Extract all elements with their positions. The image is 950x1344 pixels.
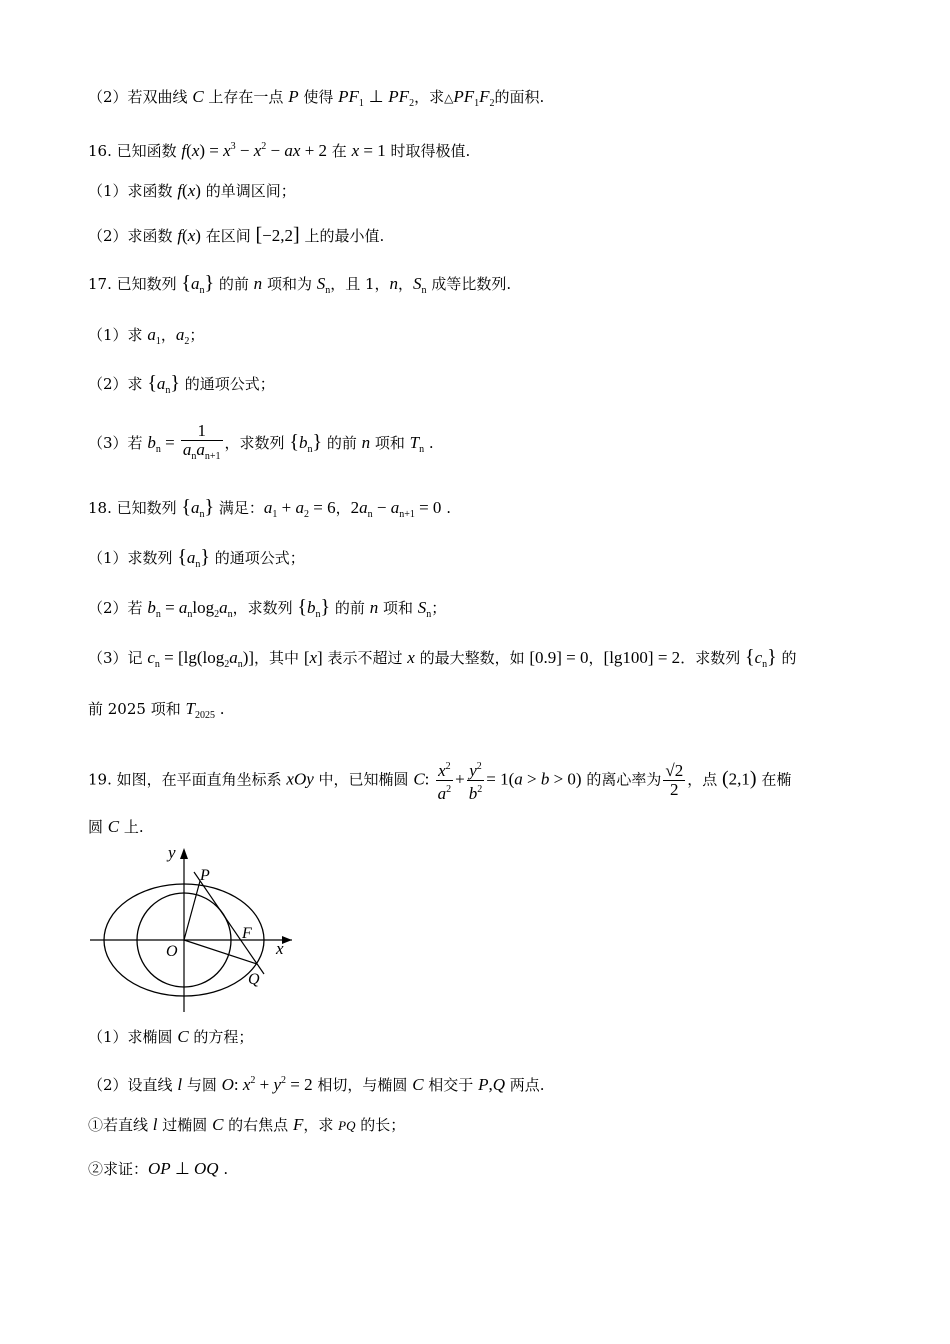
- y-axis-arrow: [180, 848, 188, 859]
- segment-oq: [184, 940, 257, 964]
- label-f: F: [242, 925, 252, 942]
- question-18-stem: 18. 已知数列 $\{a_n\}$ 满足：$a_1 + a_2 = 6$，$2a_n - a_{n+1} = 0$ .: [88, 496, 451, 520]
- label-q: Q: [248, 971, 260, 988]
- question-18-part-2: （2）若 $b_n = a_n\log_2a_n$，求数列 $\{b_n\}$ 的前 n 项和 $S_n$；: [88, 596, 447, 620]
- question-17-part-3: （3）若 $b_n$ = $\frac{1}{a_na_{n+1}}$ ，求数列 $\{b_n\}$ 的前 n 项和 $T_n$ .: [88, 421, 434, 462]
- question-16-stem: 16. 已知函数 $f(x) = x^3 - x^2$ − ax + 2 在 x = 1 时取得极值.: [88, 141, 471, 160]
- ellipse-circle-figure: [86, 842, 306, 1018]
- question-19-part-2b: ②求证：OP ⊥ OQ .: [88, 1159, 229, 1178]
- question-19-part-2: （2）设直线 l 与圆 O: $x^2 + y^2 = 2$ 相切，与椭圆 C 相交于 P,Q 两点.: [88, 1075, 545, 1094]
- question-19-stem-cont: 圆 C 上.: [88, 817, 144, 836]
- question-17-part-2: （2）求 $\{a_n\}$ 的通项公式；: [88, 372, 275, 396]
- tangent-line: [194, 872, 264, 974]
- label-o: O: [166, 943, 178, 960]
- question-19-part-1: （1）求椭圆 C 的方程；: [88, 1027, 254, 1046]
- label-p: P: [200, 867, 210, 884]
- question-18-part-3-cont: 前 2025 项和 $T_{2025}$ .: [88, 699, 225, 721]
- label-y: y: [168, 843, 176, 862]
- question-19-part-2a: ①若直线 l 过椭圆 C 的右焦点 F，求 PQ 的长；: [88, 1115, 406, 1134]
- question-17-stem: 17. 已知数列 $\{a_n\}$ 的前 n 项和为 $S_n$，且 1，n，$S_n$ 成等比数列.: [88, 272, 512, 296]
- question-16-part-2: （2）求函数 f(x) 在区间 [−2,2] 上的最小值.: [88, 224, 385, 246]
- question-16-part-1: （1）求函数 f(x) 的单调区间；: [88, 181, 296, 200]
- label-x: x: [276, 939, 284, 958]
- question-19-stem: 19. 如图，在平面直角坐标系 xOy 中，已知椭圆 C: $\frac{x^2}{a^2}$ + $\frac{y^2}{b^2}$ = 1(a > b > 0) 的离心率为 $\frac{√2}{2}$ ，点 (2,1) 在椭: [88, 758, 791, 803]
- question-17-part-1: （1）求 $a_1$，$a_2$；: [88, 325, 205, 347]
- segment-op: [184, 881, 200, 940]
- question-18-part-3: （3）记 $c_n = [\lg(\log_2a_n)]$，其中 [x] 表示不超过 x 的最大整数，如 [0.9] = 0，[lg100] = 2．求数列 $\{c_n\}$ 的: [88, 646, 797, 670]
- question-18-part-1: （1）求数列 $\{a_n\}$ 的通项公式；: [88, 546, 305, 570]
- question-15-part-2: （2）若双曲线 C 上存在一点 P 使得 $PF_1$ ⊥ $PF_2$，求$\triangle PF_1F_2$的面积.: [88, 87, 545, 109]
